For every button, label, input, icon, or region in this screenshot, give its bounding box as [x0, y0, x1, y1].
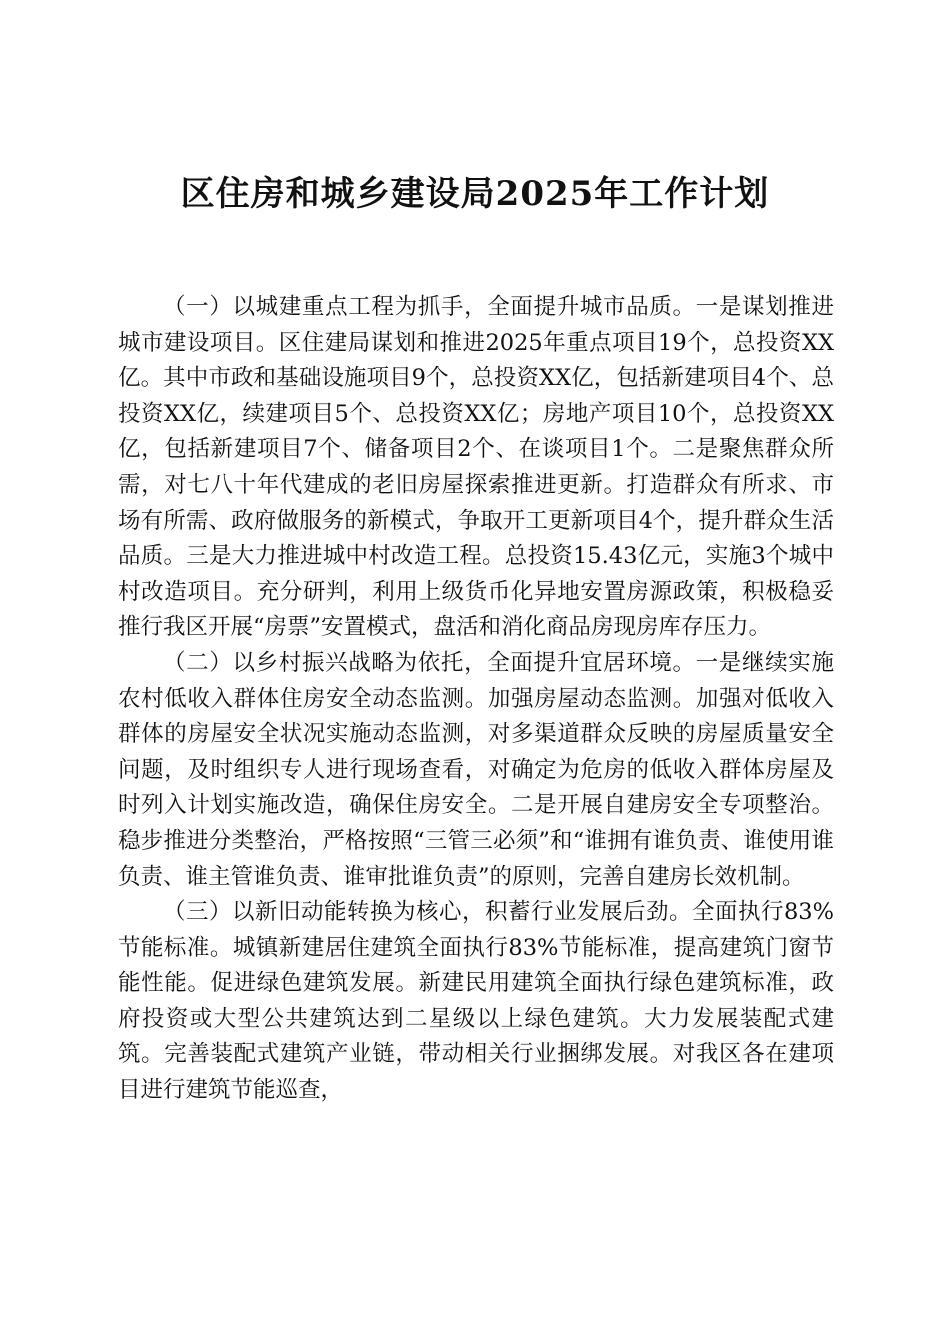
- section-heading: （一）以城建重点工程为抓手，全面提升城市品质。: [163, 294, 696, 320]
- paragraph-section-1: [118, 290, 834, 646]
- document-title: 区住房和城乡建设局2025年工作计划: [180, 174, 770, 214]
- paragraph-section-2: [118, 646, 834, 895]
- section-heading: （二）以乡村振兴战略为依托，全面提升宜居环境。: [163, 649, 696, 676]
- section-body: 全面执行83%节能标准。城镇新建居住建筑全面执行83%节能标准，提高建筑门窗节能性能。促进绿色建筑发展。新建民用建筑全面执行绿色建筑标准，政府投资或大型公共建筑达到二星级以上绿色建筑。大力发展装配式建筑。完善装配式建筑产业链，带动相关行业捆绑发展。对我区各在建项目进行建筑节能巡查，: [118, 899, 834, 1104]
- paragraph-section-3: [118, 895, 834, 1109]
- section-body: 一是继续实施农村低收入群体住房安全动态监测。加强房屋动态监测。加强对低收入群体的房屋安全状况实施动态监测，对多渠道群众反映的房屋质量安全问题，及时组织专人进行现场查看，对确定为危房的低收入群体房屋及时列入计划实施改造，确保住房安全。二是开展自建房安全专项整治。稳步推进分类整治，严格按照“三管三必须”和“谁拥有谁负责、谁使用谁负责、谁主管谁负责、谁审批谁负责”的原则，完善自建房长效机制。: [118, 649, 834, 890]
- document-body: [118, 290, 834, 1109]
- section-body: 一是谋划推进城市建设项目。区住建局谋划和推进2025年重点项目19个，总投资XX亿。其中市政和基础设施项目9个，总投资XX亿，包括新建项目4个、总投资XX亿，续建项目5个、总投资XX亿；房地产项目10个，总投资XX亿，包括新建项目7个、储备项目2个、在谈项目1个。二是聚焦群众所需，对七八十年代建成的老旧房屋探索推进更新。打造群众有所求、市场有所需、政府做服务的新模式，争取开工更新项目4个，提升群众生活品质。三是大力推进城中村改造工程。总投资15.43亿元，实施3个城中村改造项目。充分研判，利用上级货币化异地安置房源政策，积极稳妥推行我区开展“房票”安置模式，盘活和消化商品房现房库存压力。: [118, 294, 834, 641]
- section-heading: （三）以新旧动能转换为核心，积蓄行业发展后劲。: [163, 899, 692, 926]
